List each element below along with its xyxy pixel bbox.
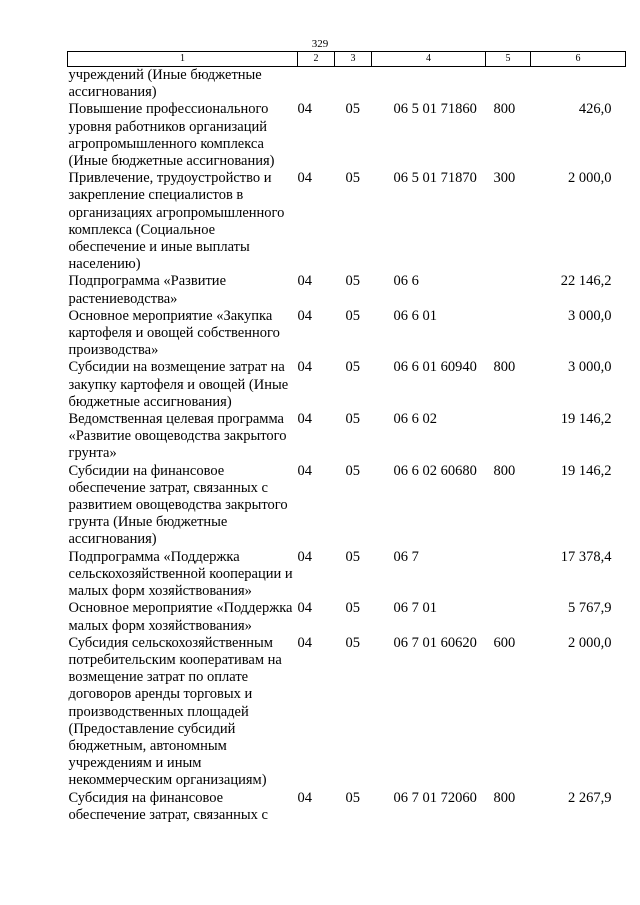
row-section: 04 [297,170,312,187]
table-row [68,170,626,273]
row-expense-type [486,600,531,634]
row-expense-type [486,411,531,463]
column-header: 1 [68,52,298,67]
row-expense-type: 800 [493,789,516,806]
row-amount: 5 767,9 [568,600,612,617]
row-target-code: 06 6 02 [393,411,437,428]
column-header: 4 [372,52,486,67]
row-expense-type: 800 [493,101,516,118]
row-target-code: 06 7 [393,548,419,565]
row-expense-type: 300 [493,170,516,187]
row-expense-type [486,549,531,601]
row-amount: 22 146,2 [560,273,612,290]
row-section: 04 [297,789,312,806]
column-header: 3 [335,52,372,67]
row-description: Основное мероприятие «Поддержка малых форм хозяйствования» [68,600,293,634]
table-row [68,463,626,549]
table-row [68,635,626,790]
row-subsection: 05 [345,600,360,617]
table-row [68,411,626,463]
row-amount: 2 000,0 [568,170,612,187]
row-subsection: 05 [345,411,360,428]
row-description: Основное мероприятие «Закупка картофеля и овощей собственного производства» [68,307,280,359]
row-description: Субсидия на финансовое обеспечение затрат, связанных с [68,789,268,823]
row-amount: 3 000,0 [568,307,612,324]
row-subsection: 05 [345,101,360,118]
row-target-code: 06 5 01 71860 [393,101,477,118]
row-subsection: 05 [345,548,360,565]
row-subsection: 05 [345,170,360,187]
row-target-code: 06 6 01 60940 [393,359,477,376]
row-subsection: 05 [345,462,360,479]
row-amount: 2 000,0 [568,634,612,651]
row-amount: 19 146,2 [560,411,612,428]
row-section: 04 [297,273,312,290]
row-expense-type: 800 [493,359,516,376]
row-description: Повышение профессионального уровня работников организаций агропромышленного комплекса (Иные бюджетные ассигнования) [68,101,275,170]
table-row [68,308,626,360]
row-target-code: 06 5 01 71870 [393,170,477,187]
row-target-code: 06 7 01 [393,600,437,617]
row-amount: 17 378,4 [560,548,612,565]
row-expense-type [486,308,531,360]
row-description: Субсидии на финансовое обеспечение затрат, связанных с развитием овощеводства закрытого грунта (Иные бюджетные ассигнования) [68,462,288,548]
table-row [68,790,626,824]
row-section: 04 [297,634,312,651]
row-section: 04 [297,548,312,565]
row-section: 04 [297,462,312,479]
row-description: учреждений (Иные бюджетные ассигнования) [68,67,262,101]
row-target-code: 06 7 01 60620 [393,634,477,651]
row-subsection: 05 [345,273,360,290]
row-description: Субсидии на возмещение затрат на закупку картофеля и овощей (Иные бюджетные ассигнования) [68,359,289,410]
row-subsection: 05 [345,359,360,376]
row-section: 04 [297,307,312,324]
row-amount: 3 000,0 [568,359,612,376]
row-target-code [372,67,486,102]
column-header: 6 [531,52,626,67]
row-section: 04 [297,600,312,617]
row-section: 04 [297,101,312,118]
row-expense-type [486,67,531,102]
row-amount: 2 267,9 [568,789,612,806]
row-expense-type [486,273,531,307]
page-number: 329 [311,38,329,50]
row-target-code: 06 6 01 [393,307,437,324]
table-row [68,359,626,411]
row-subsection: 05 [345,634,360,651]
row-amount: 19 146,2 [560,462,612,479]
table-row [68,67,626,102]
row-section [298,67,335,102]
row-target-code: 06 7 01 72060 [393,789,477,806]
row-subsection [335,67,372,102]
table-row [68,549,626,601]
row-expense-type: 600 [493,634,516,651]
row-expense-type: 800 [493,462,516,479]
row-target-code: 06 6 02 60680 [393,462,477,479]
row-section: 04 [297,411,312,428]
row-description: Подпрограмма «Поддержка сельскохозяйственной кооперации и малых форм хозяйствования» [68,548,293,600]
column-header: 5 [486,52,531,67]
table-header-row [68,52,626,67]
row-description: Привлечение, трудоустройство и закрепление специалистов в организациях агропромышленного комплекса (Социальное обеспечение и иные выплаты населению) [68,170,285,273]
row-description: Ведомственная целевая программа «Развитие овощеводства закрытого грунта» [68,411,287,462]
row-amount [531,67,626,102]
table-row [68,101,626,170]
row-description: Подпрограмма «Развитие растениеводства» [68,273,227,307]
row-subsection: 05 [345,307,360,324]
budget-table [67,51,626,824]
row-description: Субсидия сельскохозяйственным потребительским кооперативам на возмещение затрат по оплате договоров аренды торговых и производственных площадей (Предоставление субсидий бюджетным, автономным учреждениям и иным некоммерческим организациям) [68,634,282,789]
table-row [68,600,626,634]
row-subsection: 05 [345,789,360,806]
row-amount: 426,0 [578,101,612,118]
row-section: 04 [297,359,312,376]
table-row [68,273,626,307]
row-target-code: 06 6 [393,273,419,290]
table-body [68,67,626,824]
column-header: 2 [298,52,335,67]
